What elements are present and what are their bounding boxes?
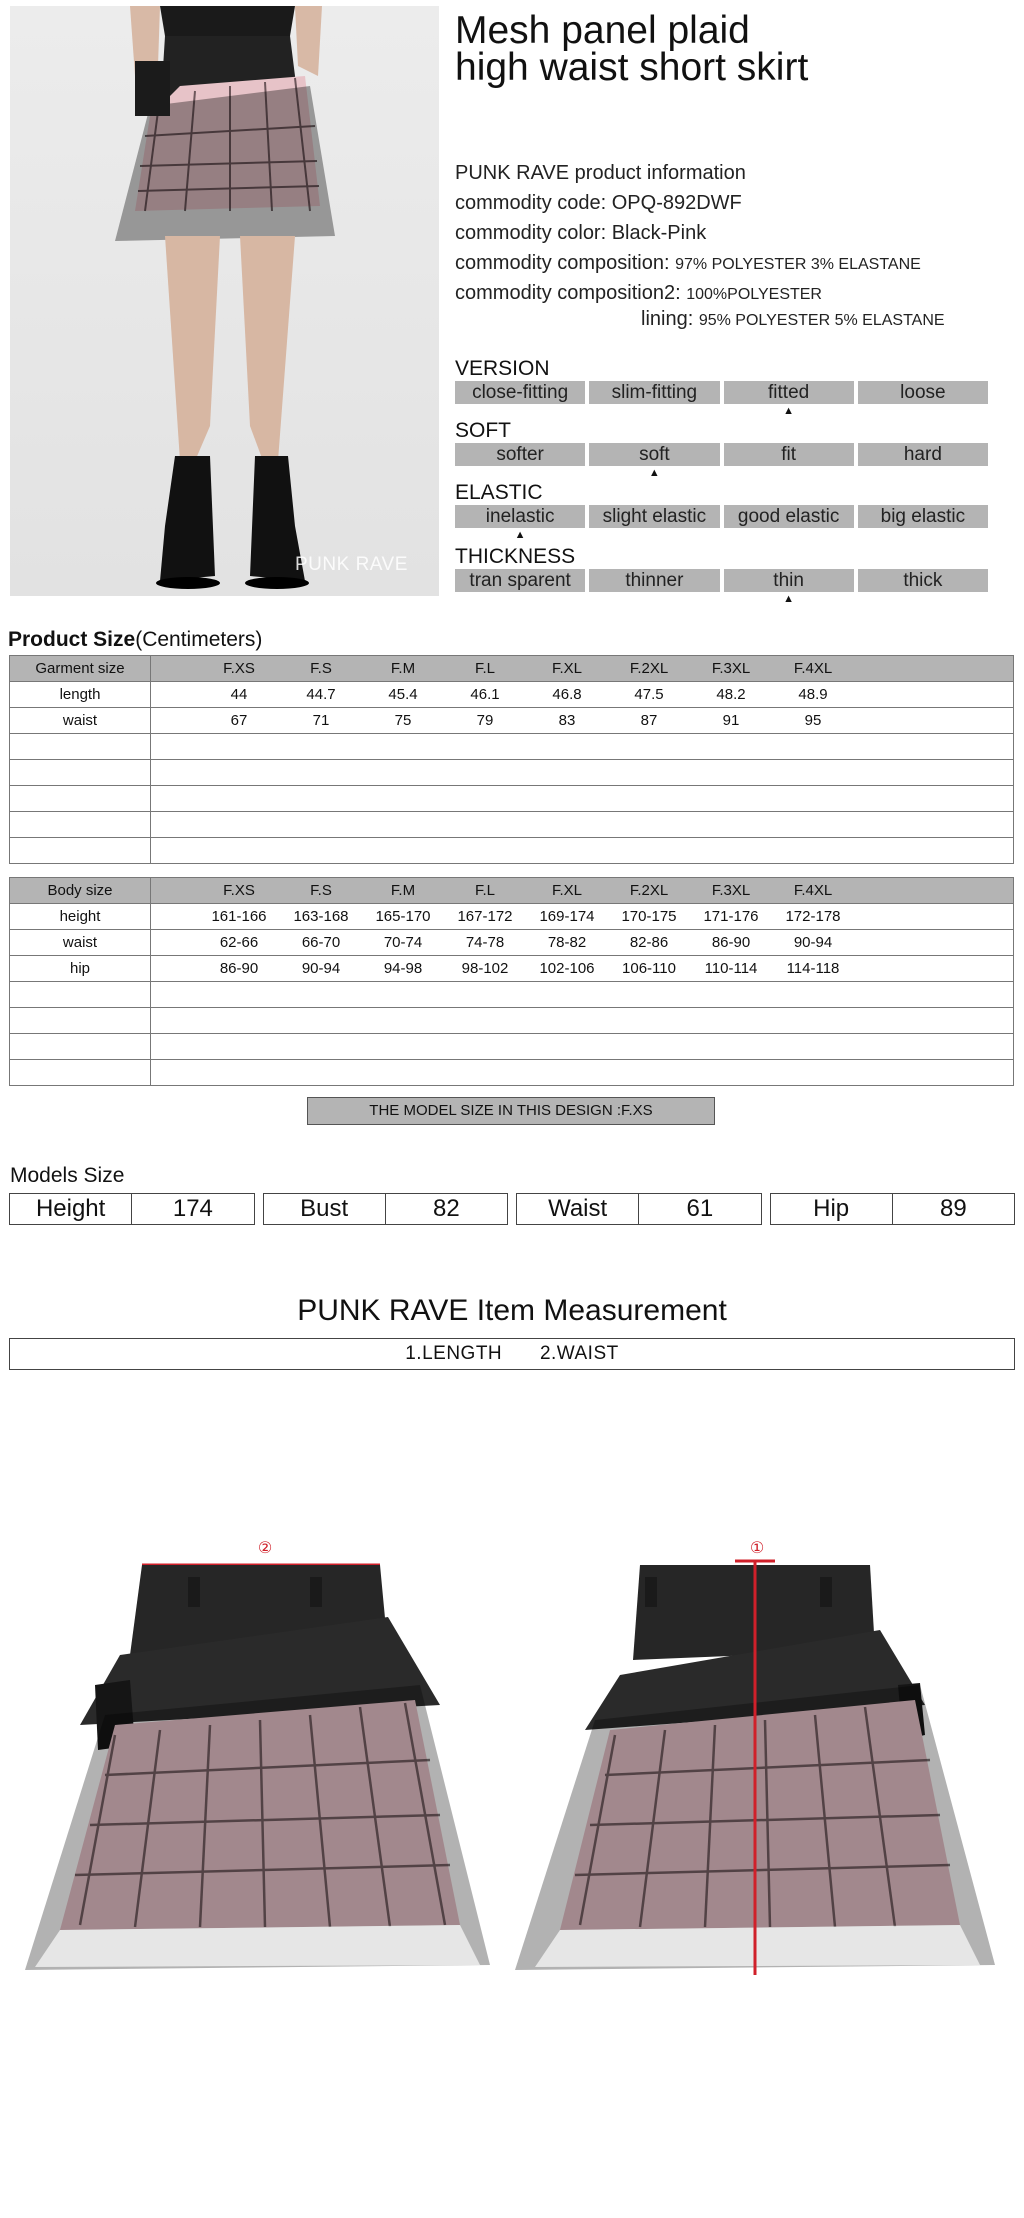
option-cell: thinner — [589, 569, 719, 592]
model-photo-illustration — [10, 6, 439, 596]
measurement-title: PUNK RAVE Item Measurement — [297, 1294, 727, 1327]
model-size-note: THE MODEL SIZE IN THIS DESIGN :F.XS — [307, 1097, 715, 1125]
row-label: waist — [10, 930, 151, 956]
code-value: OPQ-892DWF — [611, 192, 742, 214]
comp-value: 97% POLYESTER 3% ELASTANE — [675, 256, 921, 273]
comp-label: commodity composition: — [455, 252, 670, 274]
table-header-row — [10, 656, 1014, 682]
option-cell: thin — [724, 569, 854, 592]
product-size-title: Product Size — [8, 628, 136, 651]
marker-row — [455, 404, 988, 418]
empty-row — [10, 1034, 1014, 1060]
waist-marker-label: ② — [257, 1538, 273, 1557]
row-label: length — [10, 682, 151, 708]
attr-elastic — [455, 482, 988, 542]
info-lining — [455, 308, 945, 332]
empty-row — [10, 1008, 1014, 1034]
model-bust: Bust 82 — [263, 1193, 509, 1225]
model-waist: Waist 61 — [516, 1193, 762, 1225]
brand-watermark: PUNK RAVE — [295, 554, 408, 575]
table-row — [10, 930, 1014, 956]
skirt-back-image — [515, 1535, 1005, 1995]
skirt-front-image — [20, 1535, 500, 1995]
title-line-2: high waist short skirt — [455, 46, 809, 89]
models-size-row — [9, 1193, 1015, 1225]
table-row — [10, 708, 1014, 734]
models-size-title: Models Size — [10, 1164, 125, 1187]
product-info — [455, 158, 945, 332]
lining-value: 95% POLYESTER 5% ELASTANE — [698, 312, 945, 329]
attr-bar — [455, 443, 988, 466]
comp2-value: 100%POLYESTER — [686, 286, 822, 303]
option-cell: close-fitting — [455, 381, 585, 404]
model-hip: Hip 89 — [770, 1193, 1016, 1225]
option-cell: fitted — [724, 381, 854, 404]
attr-soft — [455, 420, 988, 480]
option-cell: loose — [858, 381, 988, 404]
row-values: 161-166 163-168 165-170 167-172 169-174 170-175 171-176 172-178 — [151, 904, 1014, 930]
selected-marker-icon: ▲ — [514, 529, 526, 541]
row-label: height — [10, 904, 151, 930]
legend-length: 1.LENGTH — [405, 1343, 503, 1364]
row-values: 44 44.7 45.4 46.1 46.8 47.5 48.2 48.9 — [151, 682, 1014, 708]
option-cell: thick — [858, 569, 988, 592]
empty-row — [10, 982, 1014, 1008]
length-marker-label: ① — [749, 1538, 765, 1557]
body-size-table — [9, 877, 1014, 1086]
info-color — [455, 218, 945, 248]
product-size-heading — [8, 628, 262, 652]
empty-row — [10, 734, 1014, 760]
option-cell: fit — [724, 443, 854, 466]
hero-photo — [10, 6, 439, 596]
info-code — [455, 188, 945, 218]
option-cell: big elastic — [858, 505, 988, 528]
option-cell: good elastic — [724, 505, 854, 528]
selected-marker-icon: ▲ — [783, 405, 795, 417]
measurement-legend — [9, 1338, 1015, 1370]
marker-row — [455, 592, 988, 606]
color-label: commodity color: — [455, 222, 607, 244]
option-cell: tran sparent — [455, 569, 585, 592]
info-composition — [455, 248, 945, 280]
table-header-label: Body size — [10, 878, 151, 904]
option-cell: slight elastic — [589, 505, 719, 528]
attr-bar — [455, 569, 988, 592]
garment-size-table — [9, 655, 1014, 864]
lining-label: lining: — [641, 308, 694, 330]
skirt-front-illustration — [20, 1535, 500, 1995]
option-cell: softer — [455, 443, 585, 466]
row-values: 86-90 90-94 94-98 98-102 102-106 106-110 110-114 114-118 — [151, 956, 1014, 982]
row-label: hip — [10, 956, 151, 982]
skirt-back-illustration — [515, 1535, 1005, 1995]
code-label: commodity code: — [455, 192, 607, 214]
attr-bar — [455, 381, 988, 404]
attr-name: VERSION — [455, 357, 550, 380]
comp2-label: commodity composition2: — [455, 282, 681, 304]
size-header-cells: F.XS F.S F.M F.L F.XL F.2XL F.3XL F.4XL — [151, 656, 1014, 682]
product-size-unit: (Centimeters) — [135, 628, 263, 651]
attr-name: SOFT — [455, 419, 511, 442]
attr-bar — [455, 505, 988, 528]
color-value: Black-Pink — [611, 222, 707, 244]
attr-name: THICKNESS — [455, 545, 576, 568]
selected-marker-icon: ▲ — [648, 467, 660, 479]
table-row — [10, 682, 1014, 708]
attr-thickness — [455, 546, 988, 606]
table-row — [10, 904, 1014, 930]
product-title — [455, 9, 809, 89]
row-label: waist — [10, 708, 151, 734]
option-cell: inelastic — [455, 505, 585, 528]
option-cell: soft — [589, 443, 719, 466]
title-line-1: Mesh panel plaid — [455, 9, 750, 52]
row-values: 67 71 75 79 83 87 91 95 — [151, 708, 1014, 734]
legend-waist: 2.WAIST — [539, 1343, 619, 1364]
table-header-row — [10, 878, 1014, 904]
marker-row — [455, 528, 988, 542]
empty-row — [10, 760, 1014, 786]
size-header-cells: F.XS F.S F.M F.L F.XL F.2XL F.3XL F.4XL — [151, 878, 1014, 904]
option-cell: slim-fitting — [589, 381, 719, 404]
info-composition2 — [455, 280, 945, 308]
attr-name: ELASTIC — [455, 481, 543, 504]
option-cell: hard — [858, 443, 988, 466]
selected-marker-icon: ▲ — [783, 593, 795, 605]
empty-row — [10, 1060, 1014, 1086]
attr-version — [455, 358, 988, 418]
info-heading: PUNK RAVE product information — [455, 162, 746, 184]
empty-row — [10, 812, 1014, 838]
model-height: Height 174 — [9, 1193, 255, 1225]
empty-row — [10, 838, 1014, 864]
empty-row — [10, 786, 1014, 812]
marker-row — [455, 466, 988, 480]
table-header-label: Garment size — [10, 656, 151, 682]
row-values: 62-66 66-70 70-74 74-78 78-82 82-86 86-90 90-94 — [151, 930, 1014, 956]
table-row — [10, 956, 1014, 982]
